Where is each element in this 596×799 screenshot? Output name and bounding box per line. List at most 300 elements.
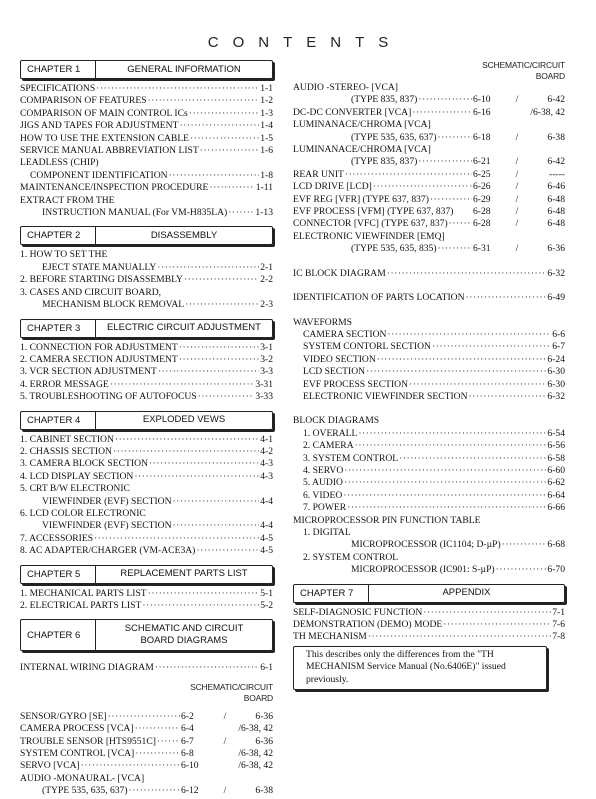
schematic-entry[interactable]: AUDIO -STEREO- [VCA]	[293, 82, 398, 93]
entry-label: DC-DC CONVERTER [VCA]	[293, 106, 412, 118]
leader-dots	[158, 366, 259, 378]
page-number: 1-2	[260, 95, 273, 107]
page-number: 6-70	[547, 564, 565, 576]
toc-entry[interactable]: 5. CRT B/W ELECTRONIC	[20, 483, 130, 495]
page-number: 1-5	[260, 132, 273, 144]
entry-label: MICROPROCESSOR (IC1104; D-µP)	[351, 539, 501, 551]
entry-label: 3. SYSTEM CONTROL	[303, 452, 399, 464]
toc-entry[interactable]	[20, 170, 273, 182]
leader-dots	[438, 243, 472, 255]
toc-entry[interactable]: 6. LCD COLOR ELECTRONIC	[20, 507, 146, 519]
toc-entry[interactable]	[20, 446, 273, 458]
slash-separator: /	[223, 735, 227, 747]
slash-separator: /	[515, 94, 519, 106]
toc-entry[interactable]	[20, 120, 273, 132]
entry-label: HOW TO USE THE EXTENSION CABLE	[20, 132, 190, 144]
schematic-page: 6-29	[473, 193, 491, 205]
toc-entry[interactable]	[293, 428, 565, 440]
slash-separator: /	[223, 710, 227, 722]
page-number: 6-62	[547, 477, 565, 489]
toc-entry[interactable]	[20, 533, 273, 545]
right-column	[293, 60, 565, 690]
leader-dots	[343, 490, 546, 502]
spacer	[20, 675, 273, 682]
toc-entry[interactable]	[293, 539, 565, 551]
toc-entry[interactable]	[293, 354, 565, 366]
page-number: 6-32	[547, 390, 565, 402]
entry-label: 3. VCR SECTION ADJUSTMENT	[20, 366, 157, 378]
schematic-page: 6-16	[473, 106, 491, 118]
page-number: 6-60	[547, 464, 565, 476]
schematic-entry[interactable]	[293, 107, 565, 119]
schematic-entry[interactable]: LUMINANACE/CHROMA [VCA]	[293, 144, 431, 156]
leader-dots	[228, 207, 254, 219]
toc-entry[interactable]	[20, 366, 273, 378]
schematic-page: 6-10	[473, 94, 491, 106]
board-page: /6-38, 42	[530, 106, 565, 118]
chapter-title: GENERAL INFORMATION	[127, 63, 241, 75]
board-page: 6-46	[547, 181, 565, 193]
spacer	[20, 312, 273, 319]
toc-entry[interactable]	[293, 564, 565, 576]
leader-dots	[366, 366, 546, 378]
entry-label: VIDEO SECTION	[303, 353, 376, 365]
page-number: 4-5	[260, 532, 273, 544]
page-number: 3-3	[260, 366, 273, 378]
page-number: 1-1	[260, 83, 273, 94]
toc-entry[interactable]	[293, 268, 565, 280]
toc-entry[interactable]	[20, 342, 273, 354]
schematic-entry[interactable]	[293, 243, 565, 255]
leader-dots	[135, 748, 180, 760]
leader-dots	[409, 379, 546, 391]
schematic-page: 6-2	[181, 710, 194, 722]
schematic-entry[interactable]	[293, 206, 565, 218]
entry-label: (TYPE 535, 635, 835)	[351, 243, 437, 255]
page-number: 6-49	[547, 292, 565, 304]
chapter-heading	[293, 584, 565, 603]
entry-label: 8. AC ADAPTER/CHARGER (VM-ACE3A)	[20, 545, 196, 557]
slash-separator: /	[223, 785, 227, 797]
toc-entry[interactable]	[20, 434, 273, 446]
chapter-title: EXPLODED VEWS	[142, 414, 226, 426]
entry-label: 1. CONNECTION FOR ADJUSTMENT	[20, 341, 178, 353]
schematic-entry[interactable]: ELECTRONIC VIEWFINDER [EMQ]	[293, 230, 445, 242]
toc-entry[interactable]	[20, 108, 273, 120]
entry-label: SYSTEM CONTROL [VCA]	[20, 748, 135, 760]
toc-entry[interactable]	[20, 391, 273, 403]
board-page: 6-38	[255, 785, 273, 797]
schematic-entry[interactable]	[293, 94, 565, 106]
page-number: 4-4	[260, 495, 273, 507]
schematic-entry[interactable]	[20, 711, 273, 723]
toc-entry[interactable]: 3. CASES AND CIRCUIT BOARD,	[20, 286, 162, 298]
toc-entry[interactable]	[293, 502, 565, 514]
leader-dots	[157, 262, 259, 274]
toc-entry[interactable]	[20, 588, 273, 600]
entry-label: SELF-DIAGNOSIC FUNCTION	[293, 606, 423, 618]
page-number: 6-30	[547, 366, 565, 378]
toc-entry[interactable]	[293, 329, 565, 341]
toc-entry[interactable]	[20, 83, 273, 95]
entry-label: 2. CAMERA	[303, 440, 354, 452]
leader-dots	[368, 631, 551, 643]
entry-label: SERVICE MANUAL ABBREVIATION LIST	[20, 145, 199, 157]
page-number: 6-6	[552, 328, 565, 340]
chapter-heading	[20, 565, 273, 584]
page-number: 7-1	[552, 606, 565, 618]
leader-dots	[142, 600, 259, 612]
page-number: 4-5	[260, 545, 273, 557]
chapter-title: SCHEMATIC AND CIRCUIT BOARD DIAGRAMS	[124, 623, 244, 647]
toc-entry[interactable]	[20, 520, 273, 532]
page-number: 6-32	[547, 267, 565, 279]
page-number: 4-2	[260, 445, 273, 457]
entry-label: REAR UNIT	[293, 168, 344, 180]
toc-entry[interactable]	[293, 619, 565, 631]
board-page: 6-48	[547, 193, 565, 205]
chapter-title: ELECTRIC CIRCUIT ADJUSTMENT	[107, 322, 261, 333]
chapter-number: CHAPTER 2	[21, 227, 96, 244]
toc-entry[interactable]	[20, 545, 273, 557]
board-page: 6-36	[547, 243, 565, 255]
toc-entry[interactable]: 1. HOW TO SET THE	[20, 249, 108, 261]
toc-entry[interactable]	[20, 496, 273, 508]
toc-entry[interactable]	[20, 133, 273, 145]
schematic-page: 6-12	[181, 785, 199, 797]
chapter-number: CHAPTER 4	[21, 412, 96, 429]
entry-label: JIGS AND TAPES FOR ADJUSTMENT	[20, 120, 179, 132]
board-page: 6-42	[547, 94, 565, 106]
leader-dots	[438, 132, 472, 144]
schematic-entry[interactable]: AUDIO -MONAURAL- [VCA]	[20, 772, 145, 784]
page-number: 6-1	[260, 662, 273, 674]
page-number: 3-2	[260, 353, 273, 365]
toc-entry[interactable]	[20, 207, 273, 219]
toc-entry[interactable]	[293, 490, 565, 502]
entry-label: EVF REG [VFR] (TYPE 637, 837)	[293, 193, 429, 205]
schematic-page: 6-10	[181, 760, 199, 772]
entry-label: 1. MECHANICAL PARTS LIST	[20, 587, 147, 599]
toc-entry[interactable]	[293, 366, 565, 378]
page-number: 3-33	[255, 391, 273, 403]
toc-entry[interactable]	[293, 292, 565, 304]
leader-dots	[423, 607, 551, 619]
schematic-entry[interactable]	[293, 156, 565, 168]
page-number: 6-68	[547, 539, 565, 551]
entry-label: LCD SECTION	[303, 366, 366, 378]
schematic-entry[interactable]	[20, 785, 273, 797]
toc-entry[interactable]	[293, 477, 565, 489]
toc-entry[interactable]	[20, 662, 273, 674]
leader-dots	[355, 440, 547, 452]
chapter-heading	[20, 411, 273, 430]
leader-dots	[148, 95, 260, 107]
page-number: 1-4	[260, 120, 273, 132]
page-number: 6-54	[547, 427, 565, 439]
entry-label: 4. SERVO	[303, 464, 344, 476]
leader-dots	[94, 533, 259, 545]
leader-dots	[179, 342, 259, 354]
toc-entry[interactable]	[20, 274, 273, 286]
entry-label: LCD DRIVE [LCD]	[293, 181, 372, 193]
leader-dots	[418, 94, 472, 106]
toc-entry[interactable]: 2. SYSTEM CONTROL	[303, 551, 399, 563]
entry-label: SERVO [VCA]	[20, 760, 80, 772]
schematic-page: 6-4	[181, 723, 194, 735]
toc-entry[interactable]: 1. DIGITAL	[303, 527, 351, 538]
entry-label: EVF PROCESS SECTION	[303, 378, 409, 390]
schematic-entry[interactable]	[293, 218, 565, 230]
leader-dots	[469, 391, 547, 403]
leader-dots	[81, 760, 180, 772]
slash-separator: /	[515, 206, 519, 218]
column-header: SCHEMATIC/CIRCUIT	[482, 60, 565, 70]
entry-label: COMPARISON OF FEATURES	[20, 95, 147, 107]
leader-dots	[169, 170, 260, 182]
section-heading: MICROPROCESSOR PIN FUNCTION TABLE	[293, 514, 481, 526]
slash-separator: /	[515, 168, 519, 180]
entry-label: ELECTRONIC VIEWFINDER SECTION	[303, 390, 468, 402]
toc-entry[interactable]	[20, 600, 273, 612]
leader-dots	[155, 662, 259, 674]
chapter-heading	[20, 619, 273, 651]
board-page: /6-38, 42	[238, 723, 273, 735]
chapter-heading	[20, 60, 273, 79]
leader-dots	[135, 723, 180, 735]
chapter-number: CHAPTER 3	[21, 320, 96, 337]
entry-label: INTERNAL WIRING DIAGRAM	[20, 662, 154, 674]
left-column	[20, 60, 273, 798]
page-number: 6-56	[547, 440, 565, 452]
entry-label: MICROPROCESSOR (IC901: S-µP)	[351, 564, 495, 576]
toc-entry[interactable]	[293, 440, 565, 452]
leader-dots	[496, 564, 547, 576]
leader-dots	[502, 539, 547, 551]
page-number: 4-4	[260, 520, 273, 532]
spacer	[293, 577, 565, 584]
toc-entry[interactable]	[20, 145, 273, 157]
entry-label: EVF PROCESS [VFM] (TYPE 637, 837)	[293, 206, 454, 218]
entry-label: 1. CABINET SECTION	[20, 433, 114, 445]
toc-entry[interactable]	[20, 354, 273, 366]
page-number: 6-24	[547, 353, 565, 365]
schematic-entry[interactable]: LUMINANACE/CHROMA [VCA]	[293, 119, 431, 131]
schematic-entry[interactable]	[20, 748, 273, 760]
spacer	[293, 403, 565, 415]
spacer	[293, 280, 565, 292]
leader-dots	[373, 181, 472, 193]
page-number: 5-2	[260, 600, 273, 611]
entry-label: 2. CHASSIS SECTION	[20, 445, 112, 457]
schematic-page: 6-21	[473, 156, 491, 168]
leader-dots	[198, 391, 255, 403]
page-number: 1-11	[255, 182, 273, 194]
leader-dots	[179, 120, 259, 132]
schematic-entry[interactable]	[293, 194, 565, 206]
leader-dots	[113, 446, 259, 458]
leader-dots	[418, 156, 472, 168]
toc-entry[interactable]: LEADLESS (CHIP)	[20, 157, 99, 169]
spacer	[20, 404, 273, 411]
leader-dots	[108, 711, 180, 723]
entry-label: 4. ERROR MESSAGE	[20, 378, 109, 390]
leader-dots	[157, 736, 180, 748]
entry-label: CONNECTOR [VFC] (TYPE 637, 837)	[293, 218, 448, 230]
toc-entry[interactable]	[20, 182, 273, 194]
chapter-number: CHAPTER 6	[21, 620, 96, 650]
toc-entry[interactable]	[20, 262, 273, 274]
slash-separator: /	[515, 243, 519, 255]
toc-entry[interactable]	[293, 465, 565, 477]
entry-label: DEMONSTRATION (DEMO) MODE	[293, 619, 443, 631]
page-number: 4-3	[260, 470, 273, 482]
entry-label: (TYPE 535, 635, 637)	[351, 131, 437, 143]
spacer	[20, 558, 273, 565]
entry-label: VIEWFINDER (EVF) SECTION	[42, 495, 172, 507]
page-number: 3-1	[260, 341, 273, 353]
toc-entry[interactable]	[20, 458, 273, 470]
leader-dots	[148, 588, 260, 600]
chapter-title: APPENDIX	[442, 587, 491, 599]
schematic-entry[interactable]	[293, 169, 565, 181]
entry-label: COMPONENT IDENTIFICATION	[30, 169, 168, 181]
page-number: 6-30	[547, 378, 565, 390]
page-number: 6-58	[547, 452, 565, 464]
entry-label: IC BLOCK DIAGRAM	[293, 267, 386, 279]
board-page: /6-38, 42	[238, 760, 273, 772]
toc-entry[interactable]: EXTRACT FROM THE	[20, 194, 115, 206]
toc-entry[interactable]	[20, 471, 273, 483]
entry-label: TROUBLE SENSOR [HTS9551C]	[20, 735, 156, 747]
entry-label: IDENTIFICATION OF PARTS LOCATION	[293, 292, 465, 304]
entry-label: 2. CAMERA SECTION ADJUSTMENT	[20, 353, 178, 365]
page-number: 4-3	[260, 458, 273, 470]
section-heading: BLOCK DIAGRAMS	[293, 415, 380, 427]
toc-entry[interactable]	[293, 607, 565, 619]
page-number: 2-2	[260, 274, 273, 286]
section-heading: WAVEFORMS	[293, 316, 352, 328]
entry-label: CAMERA PROCESS [VCA]	[20, 723, 134, 735]
board-page: 6-42	[547, 156, 565, 168]
entry-label: 7. POWER	[303, 502, 347, 514]
entry-label: COMPARISON OF MAIN CONTROL ICs	[20, 107, 188, 119]
entry-label: (TYPE 835, 837)	[351, 94, 418, 106]
leader-dots	[466, 292, 547, 304]
schematic-page: 6-7	[181, 735, 194, 747]
leader-dots	[345, 169, 472, 181]
toc-entry[interactable]	[293, 341, 565, 353]
spacer	[20, 655, 273, 662]
leader-dots	[173, 496, 260, 508]
toc-entry[interactable]	[293, 379, 565, 391]
slash-separator: /	[515, 218, 519, 230]
leader-dots	[173, 520, 260, 532]
chapter-title: REPLACEMENT PARTS LIST	[120, 568, 248, 580]
column-header: BOARD	[243, 692, 273, 703]
leader-dots	[179, 354, 259, 366]
page-number: 2-3	[260, 299, 273, 311]
leader-dots	[115, 434, 259, 446]
toc-entry[interactable]	[20, 379, 273, 391]
entry-label: SYSTEM CONTORL SECTION	[303, 341, 431, 353]
entry-label: 6. VIDEO	[303, 489, 343, 501]
board-page: 6-48	[547, 206, 565, 218]
toc-entry[interactable]	[20, 299, 273, 311]
board-page: 6-36	[255, 710, 273, 722]
entry-label: MAINTENANCE/INSPECTION PROCEDURE	[20, 182, 209, 194]
toc-entry[interactable]	[293, 391, 565, 403]
leader-dots	[189, 108, 259, 120]
toc-entry[interactable]	[293, 453, 565, 465]
spacer	[20, 704, 273, 711]
leader-dots	[430, 194, 472, 206]
column-header: SCHEMATIC/CIRCUIT	[190, 681, 273, 692]
page-number: 1-6	[260, 145, 273, 157]
leader-dots	[96, 83, 259, 95]
chapter-number: CHAPTER 5	[21, 566, 96, 583]
page-number: 7-8	[552, 631, 565, 643]
schematic-page: 6-25	[473, 168, 491, 180]
schematic-entry[interactable]	[20, 736, 273, 748]
page-number: 1-13	[255, 207, 273, 219]
leader-dots	[110, 379, 255, 391]
entry-label: 4. LCD DISPLAY SECTION	[20, 470, 134, 482]
spacer	[293, 256, 565, 268]
page-number: 3-31	[255, 378, 273, 390]
chapter-number: CHAPTER 7	[294, 585, 369, 602]
leader-dots	[358, 428, 546, 440]
schematic-page: 6-31	[473, 243, 491, 255]
chapter-title: DISASSEMBLY	[150, 229, 218, 241]
entry-label: SENSOR/GYRO [SE]	[20, 710, 107, 722]
leader-dots	[347, 502, 546, 514]
slash-separator: /	[515, 131, 519, 143]
spacer	[20, 612, 273, 619]
leader-dots	[377, 354, 547, 366]
leader-dots	[134, 471, 259, 483]
page-number: 2-1	[260, 261, 273, 273]
toc-entry[interactable]	[20, 95, 273, 107]
toc-entry[interactable]	[293, 631, 565, 643]
schematic-entry[interactable]	[20, 723, 273, 735]
page-number: 1-3	[260, 107, 273, 119]
board-page: -----	[549, 168, 565, 180]
leader-dots	[432, 341, 551, 353]
leader-dots	[449, 218, 472, 230]
leader-dots	[149, 458, 259, 470]
entry-label: 1. OVERALL	[303, 427, 358, 439]
leader-dots	[387, 329, 551, 341]
board-page: /6-38, 42	[238, 748, 273, 760]
schematic-entry[interactable]	[293, 181, 565, 193]
leader-dots	[196, 545, 259, 557]
page-number: 1-8	[260, 169, 273, 181]
entry-label: 3. CAMERA BLOCK SECTION	[20, 458, 148, 470]
page-number: 6-7	[552, 341, 565, 353]
schematic-entry[interactable]	[293, 132, 565, 144]
entry-label: 2. ELECTRICAL PARTS LIST	[20, 600, 142, 611]
leader-dots	[344, 477, 546, 489]
entry-label: EJECT STATE MANUALLY	[42, 261, 157, 273]
board-page: 6-48	[547, 218, 565, 230]
entry-label: 5. TROUBLESHOOTING OF AUTOFOCUS	[20, 391, 197, 403]
chapter-number: CHAPTER 1	[21, 61, 96, 78]
schematic-entry[interactable]	[20, 760, 273, 772]
spacer	[293, 305, 565, 317]
slash-separator: /	[515, 156, 519, 168]
leader-dots	[209, 182, 254, 194]
